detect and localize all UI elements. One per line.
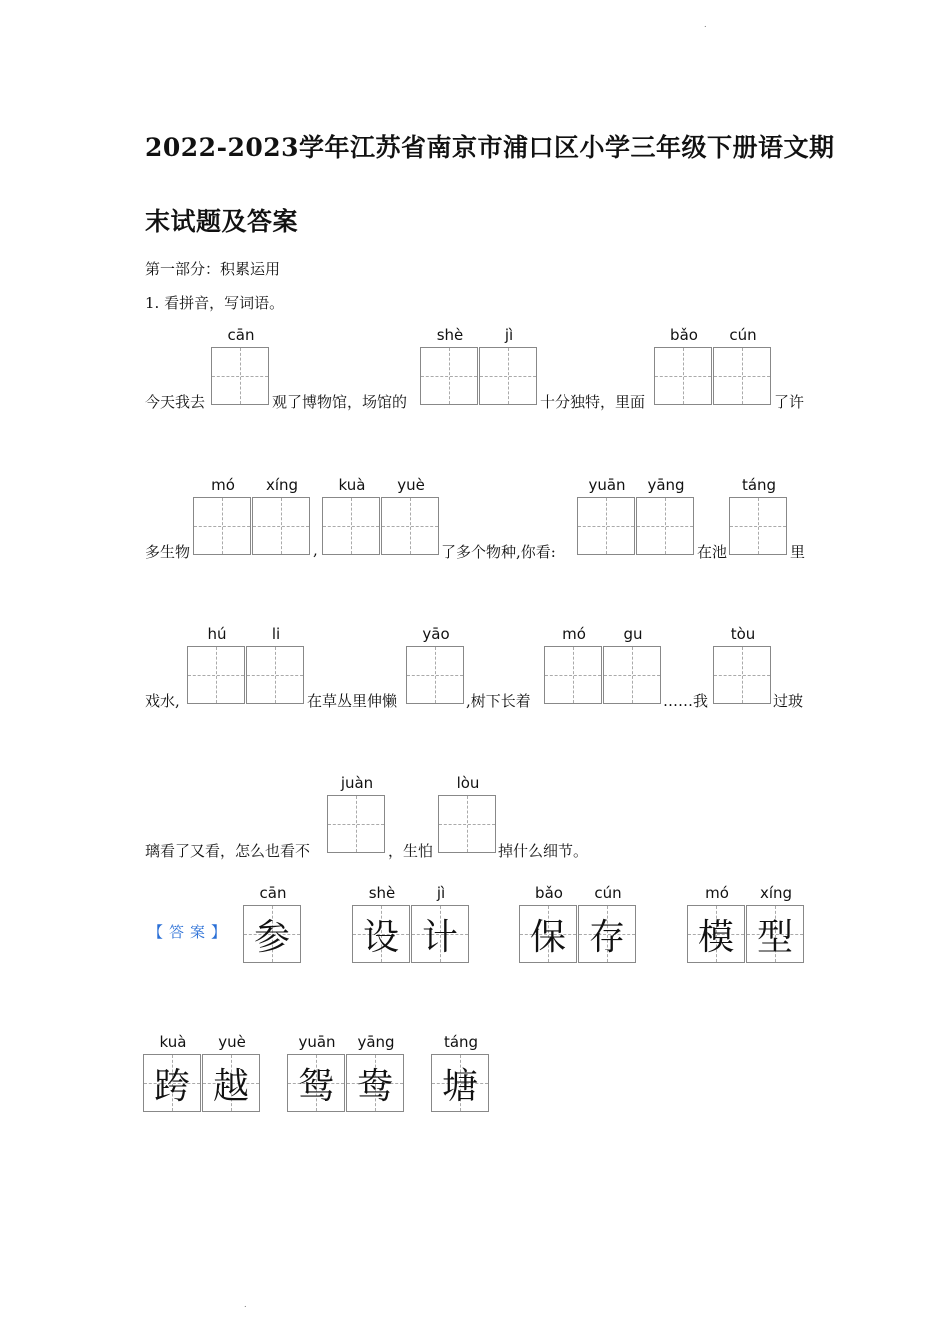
pinyin-mo2: mó [562,625,586,643]
answer-char: 计 [421,916,458,958]
answer-char: 参 [253,916,290,958]
answer-box [352,905,410,963]
answer-pinyin: bǎo [535,884,563,902]
answer-pinyin: jì [436,884,446,902]
pinyin-lou: lòu [456,774,480,792]
answer-box [346,1054,404,1112]
answer-pinyin: yuān [298,1033,336,1051]
passage-text: 戏水, [145,692,180,710]
blank-box[interactable] [252,497,310,555]
blank-box[interactable] [654,347,712,405]
answer-box [143,1054,201,1112]
passage-text: 多生物 [145,543,191,561]
blank-box[interactable] [603,646,661,704]
answer-pinyin: táng [443,1033,479,1051]
answer-char: 越 [212,1065,249,1107]
blank-box[interactable] [420,347,478,405]
pinyin-kua: kuà [338,476,366,494]
question-text: 1. 看拼音，写词语。 [145,294,285,312]
pinyin-yang: yāng [647,476,685,494]
pinyin-gu: gu [623,625,643,643]
passage-text: , [313,541,318,559]
passage-text: 十分独特，里面 [540,393,646,411]
passage-text: 在池 [697,543,728,561]
passage-text: 观了博物馆，场馆的 [272,393,408,411]
passage-text: ，生怕 [388,842,434,860]
footer-dot: . [244,1300,247,1309]
passage-text: 掉什么细节。 [498,842,589,860]
answer-char: 型 [756,916,793,958]
blank-box[interactable] [406,646,464,704]
passage-text: ,树下长着 [466,692,531,710]
answer-box [687,905,745,963]
pinyin-she: shè [436,326,464,344]
answer-char: 鸯 [356,1065,393,1107]
answer-box [431,1054,489,1112]
answer-box [578,905,636,963]
passage-text: 了多个物种,你看: [441,543,556,561]
passage-text: 在草丛里伸懒 [307,692,398,710]
pinyin-bao: bǎo [670,326,698,344]
pinyin-yue: yuè [397,476,425,494]
answer-pinyin: mó [705,884,729,902]
blank-box[interactable] [729,497,787,555]
answer-box [243,905,301,963]
answer-char: 保 [529,916,566,958]
blank-box[interactable] [479,347,537,405]
answer-box [411,905,469,963]
answer-box [287,1054,345,1112]
pinyin-li: li [271,625,281,643]
blank-box[interactable] [381,497,439,555]
answer-box [519,905,577,963]
answer-char: 跨 [153,1065,190,1107]
answer-char: 模 [697,916,734,958]
answer-pinyin: yuè [218,1033,246,1051]
pinyin-ji: jì [504,326,514,344]
answer-box [202,1054,260,1112]
pinyin-mo: mó [211,476,235,494]
pinyin-yuan: yuān [588,476,626,494]
section-heading: 第一部分：积累运用 [145,260,281,278]
answer-pinyin: xíng [759,884,793,902]
blank-box[interactable] [713,347,771,405]
pinyin-tou: tòu [730,625,756,643]
blank-box[interactable] [246,646,304,704]
answer-char: 鸳 [297,1065,334,1107]
pinyin-yao: yāo [422,625,450,643]
blank-box[interactable] [187,646,245,704]
answer-char: 存 [588,916,625,958]
pinyin-xing: xíng [265,476,299,494]
blank-box[interactable] [713,646,771,704]
blank-box[interactable] [193,497,251,555]
blank-box[interactable] [211,347,269,405]
answer-char: 塘 [441,1065,478,1107]
answer-pinyin: yāng [357,1033,395,1051]
blank-box[interactable] [636,497,694,555]
passage-text: 过玻 [773,692,804,710]
passage-text: 今天我去 [145,393,206,411]
blank-box[interactable] [577,497,635,555]
blank-box[interactable] [544,646,602,704]
pinyin-cun: cún [729,326,757,344]
answer-box [746,905,804,963]
passage-text: ……我 [663,692,709,710]
passage-text: 了许 [774,393,805,411]
answer-pinyin: cān [259,884,287,902]
answer-pinyin: cún [594,884,622,902]
pinyin-tang: táng [741,476,777,494]
blank-box[interactable] [327,795,385,853]
pinyin-can: cān [227,326,255,344]
pinyin-hu: hú [207,625,227,643]
pinyin-juan: juàn [340,774,374,792]
answer-pinyin: kuà [159,1033,187,1051]
blank-box[interactable] [438,795,496,853]
answer-pinyin: shè [368,884,396,902]
answer-char: 设 [362,916,399,958]
passage-text: 璃看了又看，怎么也看不 [145,842,311,860]
page-title-line2: 末试题及答案 [145,207,299,236]
passage-text: 里 [790,543,806,561]
answer-label: 【答案】 [148,923,233,941]
corner-dot: . [704,20,707,29]
page-title-line1: 2022-2023学年江苏省南京市浦口区小学三年级下册语文期 [145,133,835,162]
blank-box[interactable] [322,497,380,555]
